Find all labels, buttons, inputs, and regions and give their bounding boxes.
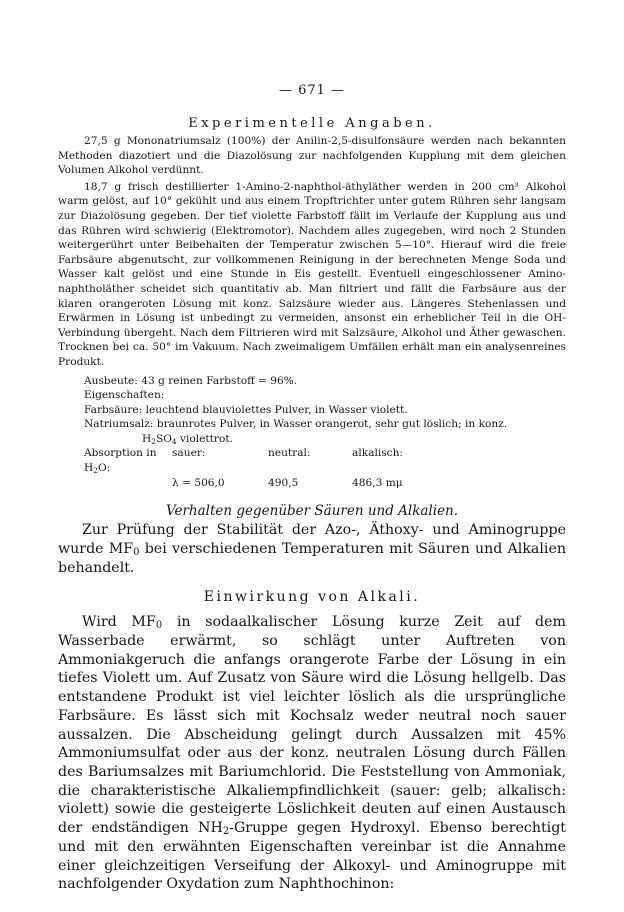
paragraph-stability-sub: 0 [133, 546, 140, 558]
sodium-salt-line-2 [58, 432, 566, 447]
absorption-label [84, 446, 172, 475]
paragraph-alkali-post: -Gruppe gegen Hydroxyl. Ebenso berechtigt und mit den erwähnten Eigenschaften vereinbar ist die Annahme einer gleichzeitigen Verseifung der Alkoxyl- und Aminogruppe mit nachfolgender Oxydation zum Naphthochinon: [58, 820, 567, 893]
formula-h: H [142, 432, 152, 445]
yield-line: Ausbeute: 43 g reinen Farbstoff = 96%. [84, 374, 298, 387]
page [58, 0, 566, 894]
formula-sub-4: 4 [171, 436, 177, 446]
properties-block [58, 374, 566, 447]
sodium-salt-line: Natriumsalz: braunrotes Pulver, in Wasser orangerot, sehr gut löslich; in konz. [84, 418, 508, 431]
paragraph-alkali-sub: 0 [155, 620, 163, 632]
absorption-value-row [58, 476, 566, 491]
absorption-header-alkaline: alkalisch: [352, 447, 403, 460]
paragraph-stability-post: bei verschiedenen Temperaturen mit Säuren und Alkalien behandelt. [58, 540, 566, 576]
subheading-acids-alkalis: Verhalten gegenüber Säuren und Alkalien. [165, 503, 459, 520]
absorption-label-pre: Absorption in H [84, 447, 157, 475]
properties-heading: Eigenschaften: [84, 389, 165, 402]
formula-rest: violettrot. [176, 432, 233, 445]
absorption-value-alkaline: 486,3 mμ [352, 476, 403, 489]
absorption-label-sub: 2 [93, 466, 98, 476]
subheading-alkali: Einwirkung von Alkali. [203, 589, 421, 606]
paragraph-alkali-pre: Wird MF [82, 614, 156, 631]
paragraph-stability-pre: Zur Prüfung der Stabilität der Azo-, Äthoxy- und Aminogruppe wurde MF [58, 522, 566, 557]
absorption-value-neutral: 490,5 [268, 476, 299, 489]
absorption-header-row [58, 446, 566, 475]
acid-line: Farbsäure: leuchtend blauviolettes Pulver, in Wasser violett. [84, 403, 408, 416]
paragraph-alkali-sub2: 2 [222, 826, 230, 838]
paragraph-coupling: 18,7 g frisch destillierter 1-Amino-2-naphthol-äthyläther werden in 200 cm³ Alkohol warm gelöst, auf 10° gekühlt und aus einem Tropftrichter unter gutem Rühren sehr langsam zur Diazolösung gegeben. Der tief violette Farbstoff fällt im Verlaufe der Kupplung aus und das Rühren wird schwierig (Elektromotor). Nachdem alles zugegeben, wird noch 2 Stunden weitergerührt unter Beibehalten der Temperatur zwischen 5—10°. Hierauf wird die freie Farbsäure abgenutscht, zur vollkommenen Reinigung in der berechneten Menge Soda und Wasser kalt gelöst und eine Stunde in Eis gestellt. Eventuell eingeschlossener Amino-naphtholäther scheidet sich quantitativ ab. Man filtriert und fällt die Farbsäure aus der klaren orangeroten Lösung mit konz. Salzsäure wieder aus. Längeres Stehenlassen und Erwärmen in Lösung ist unbedingt zu vermeiden, ansonst ein erheblicher Teil in die OH-Verbindung übergeht. Nach dem Filtrieren wird mit Salzsäure, Alkohol und Äther gewaschen. Trocknen bei ca. 50° im Vakuum. Nach zweimaligem Umfällen erhält man ein analysenreines Produkt. [58, 180, 566, 368]
absorption-value-acid: λ = 506,0 [172, 476, 225, 489]
absorption-header-neutral: neutral: [268, 447, 311, 460]
paragraph-alkali-mid: in sodaalkalischer Lösung kurze Zeit auf dem Wasserbade erwärmt, so schlägt unter Auftreten von Ammoniakgeruch die anfangs orangerote Farbe der Lösung in ein tiefes Violett um. Auf Zusatz von Säure wird die Lösung hellgelb. Das entstandene Produkt ist viel leichter löslich als die ursprüngliche Farbsäure. Es lässt sich mit Kochsalz weder neutral noch sauer aussalzen. Die Abscheidung gelingt durch Aussalzen mit 45% Ammoniumsulfat oder aus der konz. neutralen Lösung durch Fällen des Bariumsalzes mit Bariumchlorid. Die Feststellung von Ammoniak, die charakteristische Alkaliempfindlichkeit (sauer: gelb; alkalisch: violett) sowie die gesteigerte Löslichkeit deuten auf einen Austausch der endständigen NH [58, 614, 566, 837]
absorption-header-acid: sauer: [172, 447, 206, 460]
page-number: — 671 — [278, 83, 346, 98]
paragraph-diazotization: 27,5 g Mononatriumsalz (100%) der Anilin-2,5-disulfonsäure werden nach bekannten Methoden diazotiert und die Diazolösung zur nachfolgenden Kupplung mit dem gleichen Volumen Alkohol verdünnt. [58, 135, 566, 177]
formula-so: SO [155, 432, 172, 445]
formula-sub-2: 2 [151, 436, 156, 446]
paragraph-alkali-action [58, 613, 566, 894]
section-title: Experimentelle Angaben. [188, 116, 436, 131]
paragraph-stability [58, 521, 566, 577]
absorption-label-post: O: [97, 462, 111, 475]
